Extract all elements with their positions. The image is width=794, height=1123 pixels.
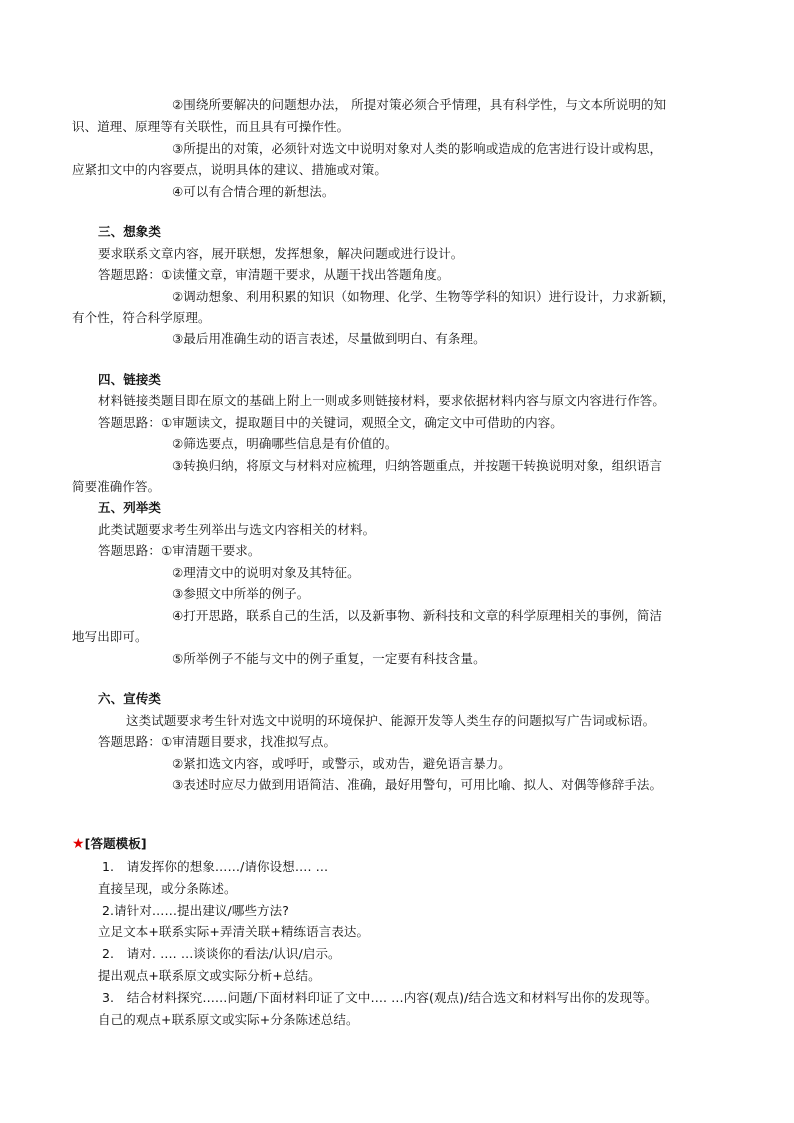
section-heading: 六、宣传类 bbox=[98, 691, 162, 706]
template-question: 2. 请对. …. …谈谈你的看法/认识/启示。 bbox=[102, 946, 341, 961]
step-text: 答题思路：①读懂文章，审清题干要求，从题干找出答题角度。 bbox=[98, 267, 450, 282]
template-heading bbox=[72, 833, 147, 855]
step-text: ⑤所举例子不能与文中的例子重复，一定要有科技含量。 bbox=[172, 651, 486, 666]
template-answer: 自己的观点+联系原文或实际+分条陈述总结。 bbox=[98, 1012, 359, 1027]
section-heading: 四、链接类 bbox=[98, 372, 162, 387]
step-text: 答题思路：①审清题干要求。 bbox=[98, 543, 261, 558]
section-heading: 三、想象类 bbox=[98, 224, 162, 239]
section-description: 要求联系文章内容，展开联想，发挥想象，解决问题或进行设计。 bbox=[98, 246, 464, 261]
section-heading: 五、列举类 bbox=[98, 500, 162, 515]
template-heading-text: [答题模板] bbox=[84, 836, 147, 851]
step-text: ②紧扣选文内容，或呼吁，或警示，或劝告，避免语言暴力。 bbox=[172, 756, 511, 771]
template-answer: 提出观点+联系原文或实际分析+总结。 bbox=[98, 968, 321, 983]
step-text: ④打开思路，联系自己的生活，以及新事物、新科技和文章的科学原理相关的事例，简洁 bbox=[172, 608, 663, 623]
step-text: ③转换归纳，将原文与材料对应梳理，归纳答题重点，并按题干转换说明对象，组织语言 bbox=[172, 458, 663, 473]
step-text: 有个性，符合科学原理。 bbox=[72, 310, 211, 325]
section-description: 这类试题要求考生针对选文中说明的环境保护、能源开发等人类生存的问题拟写广告词或标语。 bbox=[126, 713, 656, 728]
template-question: 2.请针对……提出建议/哪些方法? bbox=[102, 903, 289, 918]
step-text: ③最后用准确生动的语言表述，尽量做到明白、有条理。 bbox=[172, 331, 486, 346]
step-text: ③所提出的对策，必须针对选文中说明对象对人类的影响或造成的危害进行设计或构思， bbox=[172, 141, 663, 156]
step-text: 地写出即可。 bbox=[72, 629, 148, 644]
step-text: ③表述时应尽力做到用语简洁、准确，最好用警句，可用比喻、拟人、对偶等修辞手法。 bbox=[172, 777, 663, 792]
star-icon: ★ bbox=[72, 836, 85, 852]
step-text: ②调动想象、利用积累的知识（如物理、化学、生物等学科的知识）进行设计，力求新颖， bbox=[172, 289, 675, 304]
step-text: 应紧扣文中的内容要点，说明具体的建议、措施或对策。 bbox=[72, 162, 388, 177]
step-text: 答题思路：①审题读文，提取题目中的关键词，观照全文，确定文中可借助的内容。 bbox=[98, 415, 563, 430]
section-description: 此类试题要求考生列举出与选文内容相关的材料。 bbox=[98, 522, 376, 537]
template-answer: 直接呈现，或分条陈述。 bbox=[98, 881, 237, 896]
step-text: ②围绕所要解决的问题想办法， 所提对策必须合乎情理，具有科学性，与文本所说明的知 bbox=[172, 97, 667, 112]
step-text: ④可以有合情合理的新想法。 bbox=[172, 184, 335, 199]
step-text: ②筛选要点，明确哪些信息是有价值的。 bbox=[172, 436, 398, 451]
template-answer: 立足文本+联系实际+弄清关联+精练语言表达。 bbox=[98, 924, 370, 939]
step-text: 答题思路：①审清题目要求，找准拟写点。 bbox=[98, 734, 337, 749]
step-text: ③参照文中所举的例子。 bbox=[172, 586, 310, 601]
template-question: 1. 请发挥你的想象……/请你设想…. … bbox=[102, 859, 329, 874]
template-question: 3. 结合材料探究……问题/下面材料印证了文中…. …内容(观点)/结合选文和材料写出你的发现等。 bbox=[102, 990, 658, 1005]
section-description: 材料链接类题目即在原文的基础上附上一则或多则链接材料，要求依据材料内容与原文内容进行作答。 bbox=[98, 393, 666, 408]
step-text: 简要准确作答。 bbox=[72, 479, 161, 494]
step-text: ②理清文中的说明对象及其特征。 bbox=[172, 565, 360, 580]
step-text: 识、道理、原理等有关联性，而且具有可操作性。 bbox=[72, 119, 350, 134]
